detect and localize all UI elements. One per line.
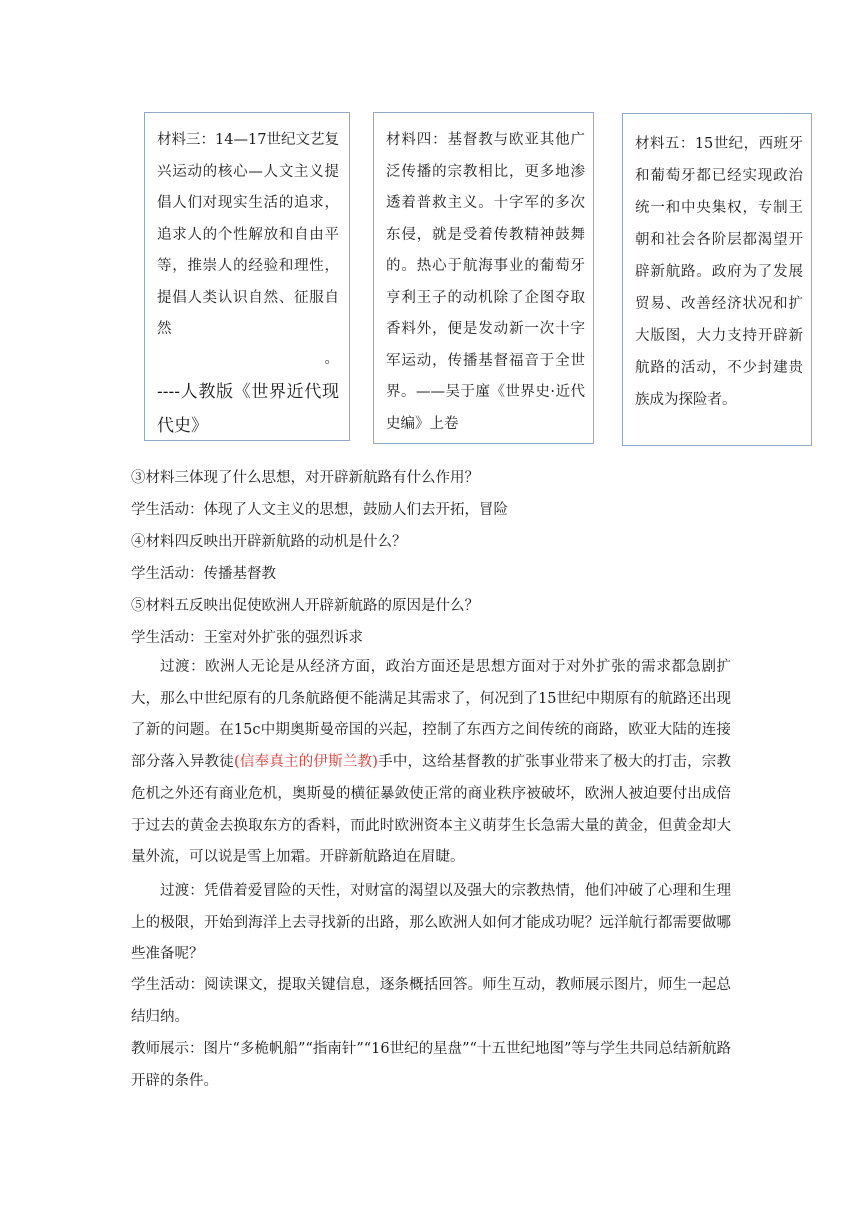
transition-one-before: 过渡：欧洲人无论是从经济方面，政治方面还是思想方面对于对外扩张的需求都急剧扩大，那么中世纪原有的几条航路便不能满足其需求了，何况到了15世纪中期原有的航路还出现了新的问题。在15c中期奥斯曼帝国的兴起，控制了东西方之间传统的商路，欧亚大陆的连接部分落入异教徒 (131, 659, 731, 771)
material-five-text: 材料五：15世纪，西班牙和葡萄牙都已经实现政治统一和中央集权，专制王朝和社会各阶层都渴望开辟新航路。政府为了发展贸易、改善经济状况和扩大版图，大力支持开辟新航路的活动，不少封建贵族成为探险者。 (635, 136, 803, 408)
transition-two-text: 过渡：凭借着爱冒险的天性，对财富的渴望以及强大的宗教热情，他们冲破了心理和生理上的极限，开始到海洋上去寻找新的出路，那么欧洲人如何才能成功呢？远洋航行都需要做哪些准备呢？ (131, 883, 731, 963)
transition-one (131, 652, 731, 874)
question-three: ③材料三体现了什么思想，对开辟新航路有什么作用？ (131, 470, 479, 486)
question-four: ④材料四反映出开辟新航路的动机是什么？ (131, 534, 407, 550)
answer-five: 学生活动：王室对外扩张的强烈诉求 (131, 630, 363, 646)
answer-four: 学生活动：传播基督教 (131, 566, 276, 582)
material-three-text: 材料三：14—17世纪文艺复兴运动的核心—人文主义提倡人们对现实生活的追求，追求人的个性解放和自由平等，推崇人的经验和理性，提倡人类认识自然、征服自然 (157, 132, 339, 337)
transition-one-highlight: (信奉真主的伊斯兰教) (233, 754, 378, 771)
material-three-end: 。 (324, 350, 339, 367)
material-five-box (622, 113, 812, 446)
teacher-display (131, 1034, 731, 1097)
student-activity-text: 学生活动：阅读课文，提取关键信息，逐条概括回答。师生互动，教师展示图片，师生一起总结归纳。 (131, 977, 731, 1025)
material-four-text: 材料四：基督教与欧亚其他广泛传播的宗教相比，更多地渗透着普救主义。十字军的多次东侵，就是受着传教精神鼓舞的。热心于航海事业的葡萄牙亨利王子的动机除了企图夺取香料外，便是发动新一次十字军运动，传播基督福音于全世界。——吴于廑《世界史·近代史编》上卷 (386, 132, 585, 432)
material-three-source: ----人教版《世界近代现代史》 (157, 382, 339, 436)
transition-two (131, 876, 731, 971)
student-activity (131, 970, 731, 1033)
material-three-box (144, 112, 350, 441)
material-four-box (373, 112, 594, 444)
answer-three: 学生活动：体现了人文主义的思想，鼓励人们去开拓，冒险 (131, 502, 508, 518)
question-five: ⑤材料五反映出促使欧洲人开辟新航路的原因是什么？ (131, 598, 479, 614)
teacher-display-text: 教师展示：图片“多桅帆船”“指南针”“16世纪的星盘”“十五世纪地图”等与学生共同总结新航路开辟的条件。 (131, 1041, 731, 1089)
transition-one-after: 手中，这给基督教的扩张事业带来了极大的打击，宗教危机之外还有商业危机，奥斯曼的横征暴敛使正常的商业秩序被破坏，欧洲人被迫要付出成倍于过去的黄金去换取东方的香料，而此时欧洲资本主义萌芽生长急需大量的黄金，但黄金却大量外流，可以说是雪上加霜。开辟新航路迫在眉睫。 (131, 754, 731, 866)
